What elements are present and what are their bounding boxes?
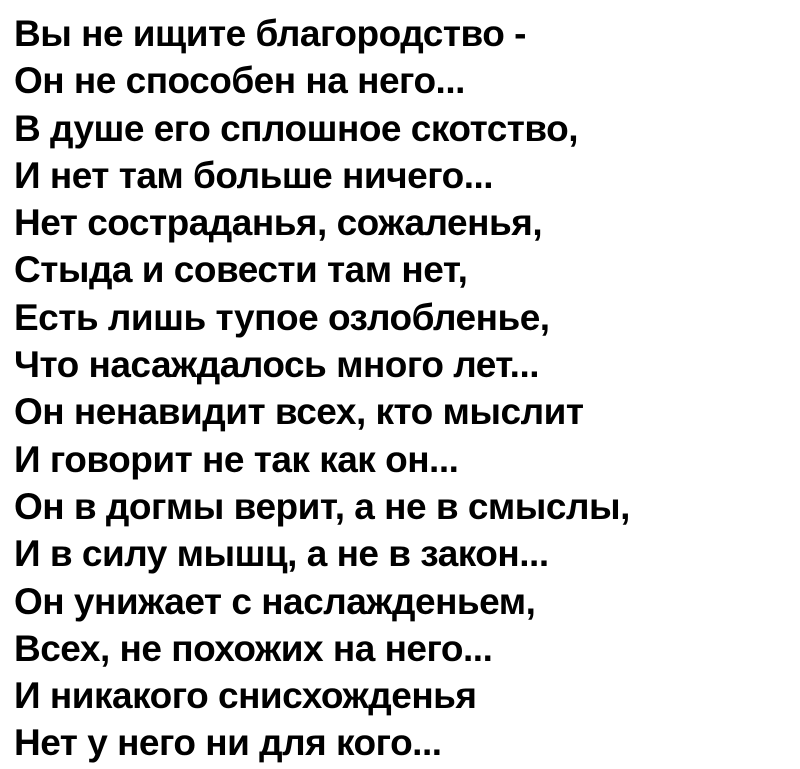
poem-line: Есть лишь тупое озлобленье, (14, 296, 550, 338)
poem-line: Он не способен на него... (14, 60, 465, 102)
poem-line: Нет у него ни для кого... (14, 722, 442, 764)
poem-line: Что насаждалось много лет... (14, 344, 540, 386)
poem-line: Нет состраданья, сожаленья, (14, 202, 543, 244)
poem-line: В душе его сплошное скотство, (14, 107, 579, 149)
poem-line: И в силу мышц, а не в закон... (14, 533, 549, 575)
poem-line: Стыда и совести там нет, (14, 249, 468, 291)
poem-line: Он унижает с наслажденьем, (14, 580, 536, 622)
poem-line: И нет там больше ничего... (14, 154, 494, 196)
poem-line: Он ненавидит всех, кто мыслит (14, 391, 584, 433)
poem-line: Он в догмы верит, а не в смыслы, (14, 485, 630, 527)
poem-line: Всех, не похожих на него... (14, 627, 493, 669)
poem-text-block (14, 10, 794, 767)
poem-line: И говорит не так как он... (14, 438, 459, 480)
poem-line: И никакого снисхожденья (14, 675, 477, 717)
poem-line: Вы не ищите благородство - (14, 13, 526, 54)
